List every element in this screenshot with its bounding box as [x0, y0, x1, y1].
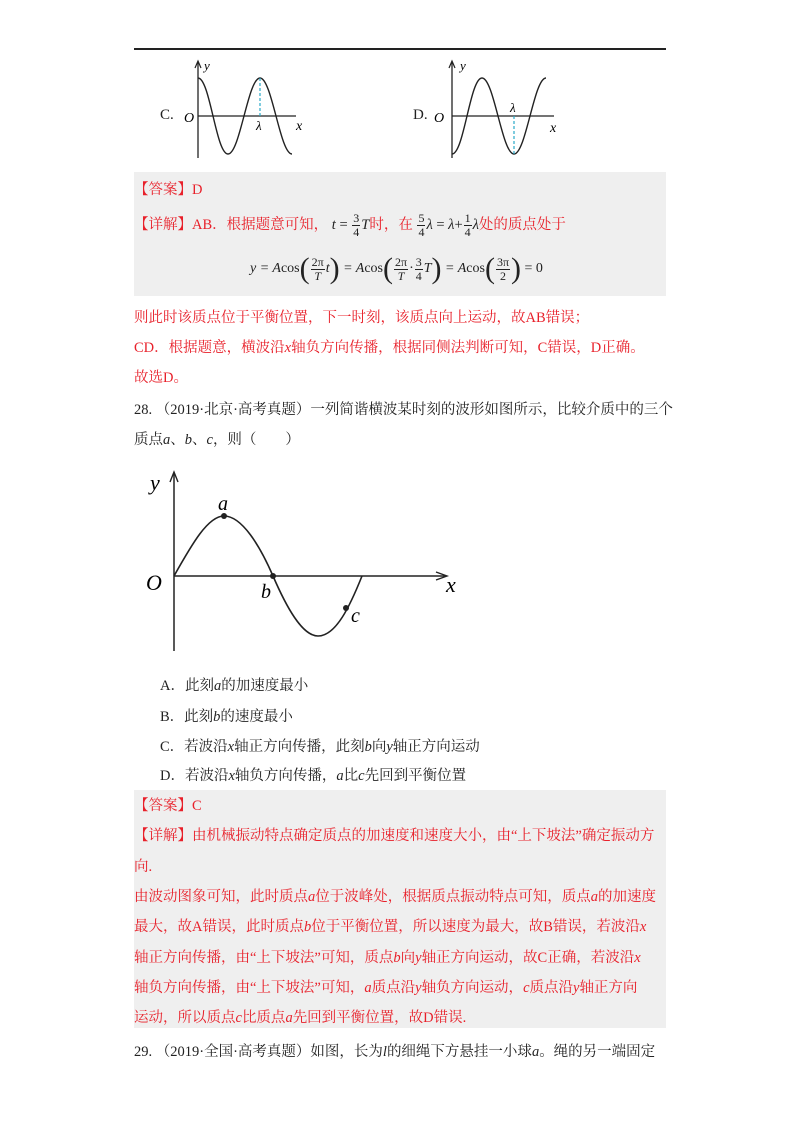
q27-answer-line	[134, 178, 202, 199]
q28-label-b: b	[261, 581, 271, 603]
q28-detail-l1	[134, 824, 654, 845]
q27-detail-text-c: 处的质点处于	[478, 216, 566, 233]
option-c-graph	[176, 56, 316, 162]
option-d-var: x	[228, 768, 235, 784]
option-d-var3: c	[358, 768, 365, 784]
d-x-label: x	[550, 121, 557, 136]
formula-mid1: = A	[343, 261, 365, 277]
option-c-mid2: 向	[371, 739, 387, 755]
l7-a: 运动，所以质点	[134, 1010, 236, 1026]
q28-option-b	[160, 705, 293, 726]
frac-den: T	[397, 268, 405, 283]
option-d-post: 先回到平衡位置	[364, 768, 467, 784]
q28-stem-a: 质点	[134, 432, 163, 448]
frac-num: 2π	[395, 254, 408, 269]
q27-line4-b: 轴负方向传播，根据同侧法判断可知，C错误，D正确。	[291, 340, 645, 356]
d-origin: O	[434, 111, 445, 126]
q27-eq: =	[339, 216, 348, 233]
q27-plus: +	[454, 216, 463, 233]
q27-frac-5-4	[417, 212, 425, 239]
frac-num: 3	[353, 211, 360, 225]
q28-point-c-dot	[343, 605, 349, 611]
formula-cos3: cos	[466, 261, 485, 277]
c-lambda: λ	[256, 118, 262, 133]
q27-frac-3-4	[352, 212, 360, 239]
option-a-var: a	[213, 678, 222, 694]
formula-rhs: = 0	[524, 261, 543, 277]
formula-lhs: y = A	[250, 261, 281, 277]
formula-cos2: cos	[364, 261, 384, 277]
l7-var-a: a	[285, 1010, 293, 1026]
l4-var-x: x	[639, 919, 647, 935]
option-c-var: x	[227, 739, 235, 755]
q28-detail-l5	[134, 946, 641, 967]
l6-b: 质点沿	[371, 980, 416, 996]
option-d-var2: a	[336, 768, 344, 784]
q27-detail-tag: 【详解】	[134, 216, 192, 233]
q27-detail-text-a: AB．根据题意可知，	[192, 216, 329, 233]
q27-T: T	[361, 216, 370, 233]
option-b-var: b	[213, 709, 221, 725]
frac-den: 4	[353, 225, 360, 239]
q27-answer-tag: 【答案】	[134, 182, 192, 198]
l6-var-a: a	[364, 980, 372, 996]
l3-var-a1: a	[308, 889, 316, 905]
q28-point-b-dot	[270, 573, 276, 579]
option-c-mid: 轴正方向传播，此刻	[234, 739, 365, 755]
q27-position-expr	[416, 211, 479, 239]
q27-eq2: =	[436, 216, 445, 233]
l4-a: 最大，故A错误，此时质点	[134, 919, 304, 935]
q29-var-l: l	[382, 1044, 387, 1060]
l7-var-c: c	[235, 1010, 242, 1026]
frac-num: 3	[415, 254, 422, 269]
l7-b: 比质点	[241, 1010, 286, 1026]
q27-time-expr	[331, 211, 370, 239]
q28-answer-line	[134, 794, 202, 815]
formula-frac-3-4	[415, 256, 423, 283]
option-a-pre: 此刻	[184, 678, 214, 694]
option-b-pre: 此刻	[184, 709, 214, 725]
option-d-mid2: 比	[343, 768, 359, 784]
option-b-post: 的速度最小	[220, 709, 293, 725]
q28-answer-value: C	[192, 798, 202, 814]
frac-den: 4	[415, 268, 422, 283]
q28-detail-l1-text: 由机械振动特点确定质点的加速度和速度大小，由“上下坡法”确定振动方	[192, 828, 655, 844]
q29-number: 29.	[134, 1044, 153, 1060]
q28-answer-tag: 【答案】	[134, 798, 192, 814]
option-c-label: C.	[160, 107, 174, 123]
q28-label-a: a	[218, 493, 228, 515]
q27-lambda1: λ	[426, 216, 433, 233]
option-c-pre: 若波沿	[184, 739, 228, 755]
frac-num: 2π	[311, 254, 324, 269]
q28-detail-l6	[134, 976, 637, 997]
q27-line3: 则此时该质点位于平衡位置，下一时刻，该质点向上运动，故AB错误；	[134, 310, 590, 326]
q29-text-a: （2019·全国·高考真题）如图，长为	[155, 1044, 383, 1060]
frac-den: 4	[418, 225, 425, 239]
formula-frac-3pi-2	[496, 256, 510, 283]
q28-var-c: c	[206, 432, 213, 448]
formula-t: t	[325, 261, 330, 277]
l5-var-b: b	[393, 950, 401, 966]
q28-option-d	[160, 764, 466, 785]
l5-a: 轴正方向传播，由“上下坡法”可知，质点	[134, 950, 394, 966]
q27-detail-line1	[134, 212, 566, 239]
q28-number: 28.	[134, 402, 153, 418]
q28-var-a: a	[163, 432, 171, 448]
q29-text-c: 。绳的另一端固定	[539, 1044, 656, 1060]
q27-line4-x: x	[284, 340, 292, 356]
formula-cos1: cos	[280, 261, 300, 277]
q27-frac-1-4	[464, 212, 472, 239]
top-rule	[134, 48, 666, 50]
option-d-pre: 若波沿	[184, 768, 229, 784]
q27-line4	[134, 336, 645, 357]
l4-var-b: b	[303, 919, 312, 935]
frac-num: 1	[464, 211, 471, 225]
l3-b: 位于波峰处，根据质点振动特点可知，质点	[315, 889, 591, 905]
l3-a: 由波动图象可知，此时质点	[134, 889, 308, 905]
frac-num: 5	[418, 211, 425, 225]
q28-option-c	[160, 735, 480, 756]
q28-detail-tag: 【详解】	[134, 828, 192, 844]
q29-stem	[134, 1040, 655, 1061]
formula-T: T	[423, 261, 432, 277]
option-c-post: 轴正方向运动	[392, 739, 480, 755]
q28-origin: O	[146, 570, 162, 595]
option-d-label: D.	[413, 107, 428, 123]
formula-dot: ·	[409, 261, 414, 277]
option-d-graph	[430, 56, 570, 162]
q28-sep1: 、	[170, 432, 185, 448]
q27-t: t	[331, 216, 336, 233]
q27-detail-text-b: 时，在	[369, 216, 413, 233]
q28-detail-l7	[134, 1006, 466, 1027]
l6-a: 轴负方向传播，由“上下坡法”可知，	[134, 980, 365, 996]
l5-var-y: y	[415, 950, 422, 966]
l7-c: 先回到平衡位置，故D错误.	[292, 1010, 467, 1026]
c-origin: O	[184, 111, 195, 126]
q28-detail-l4	[134, 915, 646, 936]
q28-stem-line2	[134, 428, 300, 449]
d-y-label: y	[460, 58, 466, 73]
q27-line4-a: CD．根据题意，横波沿	[134, 340, 285, 356]
q28-label-c: c	[351, 605, 360, 627]
q29-text-b: 的细绳下方悬挂一小球	[386, 1044, 532, 1060]
q27-formula: y = Acos( $\frac{2\pi}{T}$ t) = Acos( $\frac{2\pi}{T}$ · $\frac{3}{4}$ T) = Acos( $\frac{3\pi}{2}$ ) = 0	[250, 252, 543, 285]
q28-x-label: x	[446, 572, 456, 597]
frac-den: 2	[500, 268, 506, 283]
q28-stem-b: ，则（ ）	[212, 432, 300, 448]
c-y-label: y	[204, 58, 210, 73]
q28-detail-l2: 向.	[134, 859, 153, 875]
q28-detail-l3	[134, 885, 656, 906]
l6-c: 轴负方向运动，	[421, 980, 524, 996]
l6-var-y1: y	[415, 980, 422, 996]
formula-frac-2pi-T-2	[394, 256, 408, 283]
l4-b: 位于平衡位置，所以速度为最大，故B错误，若波沿	[311, 919, 640, 935]
l5-c: 轴正方向运动，故C正确，若波沿	[421, 950, 635, 966]
option-c-var3: y	[386, 739, 393, 755]
q27-lambda2: λ	[448, 216, 455, 233]
formula-mid2: = A	[445, 261, 467, 277]
q28-stem-text: （2019·北京·高考真题）一列简谐横波某时刻的波形如图所示，比较介质中的三个	[155, 402, 673, 418]
option-c-var2: b	[364, 739, 372, 755]
q28-option-a	[160, 674, 308, 695]
l3-c: 的加速度	[598, 889, 656, 905]
q28-wave-graph	[140, 466, 470, 656]
l6-var-y2: y	[573, 980, 580, 996]
l3-var-a2: a	[590, 889, 598, 905]
q27-lambda3: λ	[472, 216, 479, 233]
option-d-label: D．	[160, 768, 185, 784]
frac-den: T	[314, 268, 322, 283]
l6-e: 轴正方向	[579, 980, 638, 996]
q28-y-label: y	[150, 470, 160, 495]
option-b-label: B．	[160, 709, 185, 725]
option-d-mid: 轴负方向传播，	[234, 768, 337, 784]
q28-stem-line1	[134, 398, 673, 419]
formula-frac-2pi-T-1	[311, 256, 325, 283]
c-x-label: x	[296, 119, 303, 134]
l6-var-c: c	[523, 980, 530, 996]
frac-den: 4	[464, 225, 471, 239]
option-a-post: 的加速度最小	[221, 678, 309, 694]
l6-d: 质点沿	[529, 980, 573, 996]
frac-num: 3π	[496, 254, 510, 269]
d-lambda: λ	[510, 100, 516, 115]
option-a-label: A．	[160, 678, 185, 694]
q29-var-a: a	[531, 1044, 540, 1060]
l5-var-x: x	[634, 950, 641, 966]
q28-var-b: b	[184, 432, 192, 448]
q27-answer-value: D	[192, 182, 203, 198]
q27-line5: 故选D。	[134, 370, 188, 386]
q28-sep2: 、	[192, 432, 207, 448]
option-c-label: C．	[160, 739, 185, 755]
l5-b: 向	[400, 950, 416, 966]
